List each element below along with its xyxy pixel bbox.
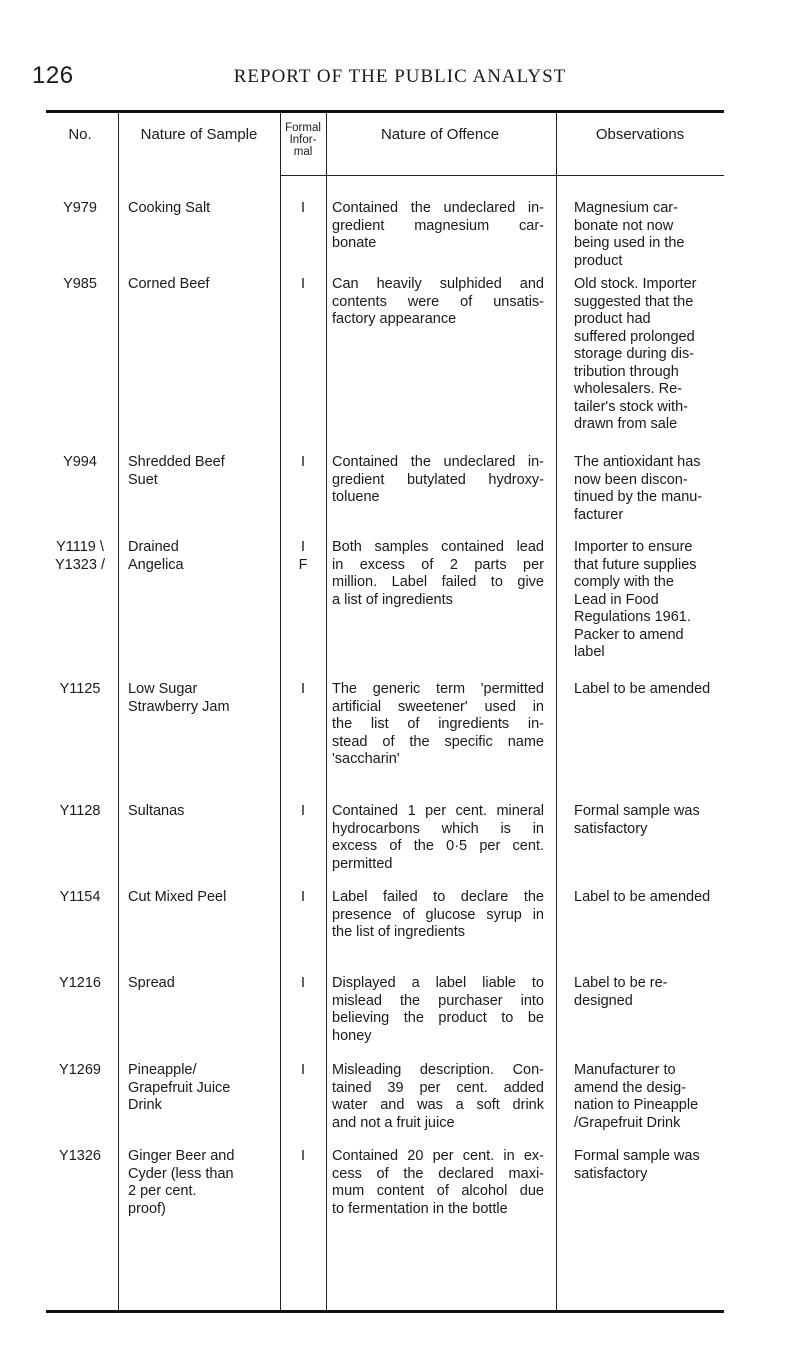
cell-text-line: in excess of 2 parts per xyxy=(332,556,544,573)
cell-text-line: Manufacturer to xyxy=(574,1062,676,1078)
header-formal-line: Formal xyxy=(285,122,321,134)
cell-text-line: Y985 xyxy=(63,276,97,292)
cell-text-line: I xyxy=(300,454,306,470)
cell-text-line: Magnesium car- xyxy=(574,200,678,216)
cell-text-line: comply with the xyxy=(574,574,674,590)
row-no xyxy=(46,803,114,821)
row-sample-name xyxy=(128,1062,278,1115)
row-observations xyxy=(574,681,724,699)
cell-text-line: satisfactory xyxy=(574,1165,648,1182)
cell-text-line: suffered prolonged xyxy=(574,328,695,345)
cell-text-line: Lead in Food xyxy=(574,591,659,608)
cell-text-line: artificial sweetener' used in xyxy=(332,698,544,715)
cell-text-line: I xyxy=(300,1148,306,1164)
row-sample-name xyxy=(128,200,278,218)
header-rule xyxy=(280,175,724,176)
cell-text-line: Spread xyxy=(128,975,175,991)
cell-text-line: Label failed to declare the xyxy=(332,889,544,905)
cell-text-line: tribution through xyxy=(574,363,679,380)
cell-text-line: tained 39 per cent. added xyxy=(332,1079,544,1096)
cell-text-line: drawn from sale xyxy=(574,416,678,432)
column-divider xyxy=(556,113,557,1310)
cell-text-line: I xyxy=(300,200,306,216)
row-formal-informal xyxy=(280,681,326,699)
cell-text-line: nation to Pineapple xyxy=(574,1097,699,1113)
row-offence xyxy=(332,1062,544,1132)
cell-text-line: The antioxidant has xyxy=(574,454,701,470)
row-formal-informal xyxy=(280,276,326,294)
row-observations xyxy=(574,539,724,662)
row-no xyxy=(46,454,114,472)
cell-text-line: Strawberry Jam xyxy=(128,698,230,715)
cell-text-line: the list of ingredients xyxy=(332,924,465,940)
row-offence xyxy=(332,539,544,609)
table-bottom-rule xyxy=(46,1310,724,1313)
table-top-rule xyxy=(46,110,724,113)
row-no xyxy=(46,1148,114,1166)
row-formal-informal xyxy=(280,1148,326,1166)
cell-text-line: /Grapefruit Drink xyxy=(574,1114,681,1131)
cell-text-line: toluene xyxy=(332,489,380,505)
row-sample-name xyxy=(128,276,278,294)
cell-text-line: product xyxy=(574,252,623,269)
cell-text-line: gredient butylated hydroxy- xyxy=(332,471,544,488)
cell-text-line: Both samples contained lead xyxy=(332,539,544,555)
header-nature-of-offence: Nature of Offence xyxy=(380,126,500,143)
cell-text-line: a list of ingredients xyxy=(332,591,453,608)
row-sample-name xyxy=(128,803,278,821)
cell-text-line: satisfactory xyxy=(574,820,648,837)
cell-text-line: Can heavily sulphided and xyxy=(332,276,544,292)
row-offence xyxy=(332,1148,544,1218)
row-observations xyxy=(574,454,724,524)
cell-text-line: excess of the 0·5 per cent. xyxy=(332,838,544,854)
row-formal-informal xyxy=(280,539,326,574)
row-no xyxy=(46,889,114,907)
cell-text-line: Label to be re- xyxy=(574,975,668,991)
cell-text-line: presence of glucose syrup in xyxy=(332,906,544,923)
row-sample-name xyxy=(128,539,278,574)
row-no xyxy=(46,276,114,294)
row-offence xyxy=(332,975,544,1045)
cell-text-line: honey xyxy=(332,1027,372,1044)
cell-text-line: Sultanas xyxy=(128,803,185,819)
header-no: No. xyxy=(68,126,92,143)
cell-text-line: Y979 xyxy=(63,200,97,216)
row-sample-name xyxy=(128,454,278,489)
row-offence xyxy=(332,889,544,942)
row-observations xyxy=(574,1062,724,1132)
cell-text-line: Drink xyxy=(128,1097,162,1113)
cell-text-line: factory appearance xyxy=(332,311,457,327)
row-observations xyxy=(574,1148,724,1183)
row-no xyxy=(46,681,114,699)
cell-text-line: stead of the specific name xyxy=(332,733,544,750)
cell-text-line: mum content of alcohol due xyxy=(332,1183,544,1199)
row-offence xyxy=(332,276,544,329)
cell-text-line: Cyder (less than xyxy=(128,1165,234,1182)
column-divider xyxy=(326,113,327,1310)
cell-text-line: Y1119 \ xyxy=(56,539,104,555)
cell-text-line: Old stock. Importer xyxy=(574,276,697,292)
cell-text-line: now been discon- xyxy=(574,471,688,488)
cell-text-line: Suet xyxy=(128,471,158,488)
cell-text-line: million. Label failed to give xyxy=(332,574,544,590)
row-sample-name xyxy=(128,975,278,993)
cell-text-line: Contained the undeclared in- xyxy=(332,200,544,216)
cell-text-line: product had xyxy=(574,311,651,327)
cell-text-line: F xyxy=(298,556,308,573)
cell-text-line: cess of the declared maxi- xyxy=(332,1165,544,1182)
cell-text-line: 2 per cent. xyxy=(128,1183,197,1199)
running-head: REPORT OF THE PUBLIC ANALYST xyxy=(233,66,567,87)
cell-text-line: to fermentation in the bottle xyxy=(332,1200,508,1217)
cell-text-line: being used in the xyxy=(574,235,685,251)
row-no xyxy=(46,539,114,574)
row-observations xyxy=(574,200,724,270)
cell-text-line: Y1269 xyxy=(59,1062,101,1078)
cell-text-line: Formal sample was xyxy=(574,1148,700,1164)
page-number: 126 xyxy=(32,62,74,89)
cell-text-line: Y1216 xyxy=(59,975,101,991)
cell-text-line: Regulations 1961. xyxy=(574,609,691,625)
cell-text-line: tailer's stock with- xyxy=(574,398,688,415)
cell-text-line: contents were of unsatis- xyxy=(332,293,544,310)
row-offence xyxy=(332,454,544,507)
header-nature-of-sample: Nature of Sample xyxy=(140,126,258,143)
header-formal-line: Infor- xyxy=(289,134,317,146)
row-formal-informal xyxy=(280,454,326,472)
cell-text-line: 'saccharin' xyxy=(332,751,400,767)
cell-text-line: and not a fruit juice xyxy=(332,1114,455,1131)
cell-text-line: Label to be amended xyxy=(574,889,711,905)
cell-text-line: Pineapple/ xyxy=(128,1062,197,1078)
row-sample-name xyxy=(128,1148,278,1218)
row-offence xyxy=(332,803,544,873)
cell-text-line: Y1128 xyxy=(59,803,101,819)
cell-text-line: bonate not now xyxy=(574,217,674,234)
cell-text-line: Y1323 / xyxy=(55,556,105,573)
cell-text-line: Packer to amend xyxy=(574,626,684,643)
row-no xyxy=(46,1062,114,1080)
cell-text-line: Importer to ensure xyxy=(574,539,693,555)
row-no xyxy=(46,200,114,218)
header-observations: Observations xyxy=(595,126,685,143)
cell-text-line: I xyxy=(300,889,306,905)
cell-text-line: wholesalers. Re- xyxy=(574,381,682,397)
cell-text-line: gredient magnesium car- xyxy=(332,217,544,234)
cell-text-line: water and was a soft drink xyxy=(332,1097,544,1113)
cell-text-line: I xyxy=(300,803,306,819)
cell-text-line: Shredded Beef xyxy=(128,454,225,470)
column-divider xyxy=(118,113,119,1310)
cell-text-line: Corned Beef xyxy=(128,276,210,292)
cell-text-line: Angelica xyxy=(128,556,184,573)
row-formal-informal xyxy=(280,975,326,993)
cell-text-line: Y1326 xyxy=(59,1148,101,1164)
cell-text-line: Low Sugar xyxy=(128,681,198,697)
cell-text-line: Y1125 xyxy=(59,681,101,697)
cell-text-line: Misleading description. Con- xyxy=(332,1062,544,1078)
cell-text-line: Contained 20 per cent. in ex- xyxy=(332,1148,544,1164)
cell-text-line: tinued by the manu- xyxy=(574,489,703,505)
cell-text-line: designed xyxy=(574,992,633,1009)
row-formal-informal xyxy=(280,1062,326,1080)
cell-text-line: suggested that the xyxy=(574,293,694,310)
cell-text-line: Drained xyxy=(128,539,179,555)
cell-text-line: amend the desig- xyxy=(574,1079,687,1096)
row-observations xyxy=(574,803,724,838)
row-observations xyxy=(574,889,724,907)
cell-text-line: label xyxy=(574,644,605,660)
row-sample-name xyxy=(128,889,278,907)
cell-text-line: Contained the undeclared in- xyxy=(332,454,544,470)
cell-text-line: Cut Mixed Peel xyxy=(128,889,227,905)
cell-text-line: I xyxy=(300,1062,306,1078)
cell-text-line: I xyxy=(300,539,306,555)
cell-text-line: I xyxy=(300,975,306,991)
cell-text-line: Contained 1 per cent. mineral xyxy=(332,803,544,819)
cell-text-line: Cooking Salt xyxy=(128,200,211,216)
cell-text-line: storage during dis- xyxy=(574,346,695,362)
cell-text-line: permitted xyxy=(332,855,393,872)
cell-text-line: facturer xyxy=(574,506,624,523)
row-offence xyxy=(332,200,544,253)
row-no xyxy=(46,975,114,993)
cell-text-line: Formal sample was xyxy=(574,803,700,819)
cell-text-line: mislead the purchaser into xyxy=(332,992,544,1009)
header-formal-line: mal xyxy=(293,146,313,158)
row-formal-informal xyxy=(280,200,326,218)
offences-table xyxy=(46,110,724,1312)
cell-text-line: The generic term 'permitted xyxy=(332,681,544,697)
cell-text-line: that future supplies xyxy=(574,556,697,573)
cell-text-line: Displayed a label liable to xyxy=(332,975,544,991)
cell-text-line: I xyxy=(300,681,306,697)
header-formal-informal xyxy=(280,122,326,158)
cell-text-line: proof) xyxy=(128,1200,166,1217)
cell-text-line: Ginger Beer and xyxy=(128,1148,235,1164)
cell-text-line: believing the product to be xyxy=(332,1010,544,1026)
row-observations xyxy=(574,276,724,434)
cell-text-line: Y1154 xyxy=(59,889,101,905)
row-formal-informal xyxy=(280,803,326,821)
cell-text-line: Grapefruit Juice xyxy=(128,1079,231,1096)
cell-text-line: Label to be amended xyxy=(574,681,711,697)
row-offence xyxy=(332,681,544,769)
cell-text-line: Y994 xyxy=(63,454,97,470)
cell-text-line: bonate xyxy=(332,235,377,251)
cell-text-line: hydrocarbons which is in xyxy=(332,820,544,837)
cell-text-line: the list of ingredients in- xyxy=(332,716,544,732)
row-sample-name xyxy=(128,681,278,716)
row-observations xyxy=(574,975,724,1010)
cell-text-line: I xyxy=(300,276,306,292)
row-formal-informal xyxy=(280,889,326,907)
